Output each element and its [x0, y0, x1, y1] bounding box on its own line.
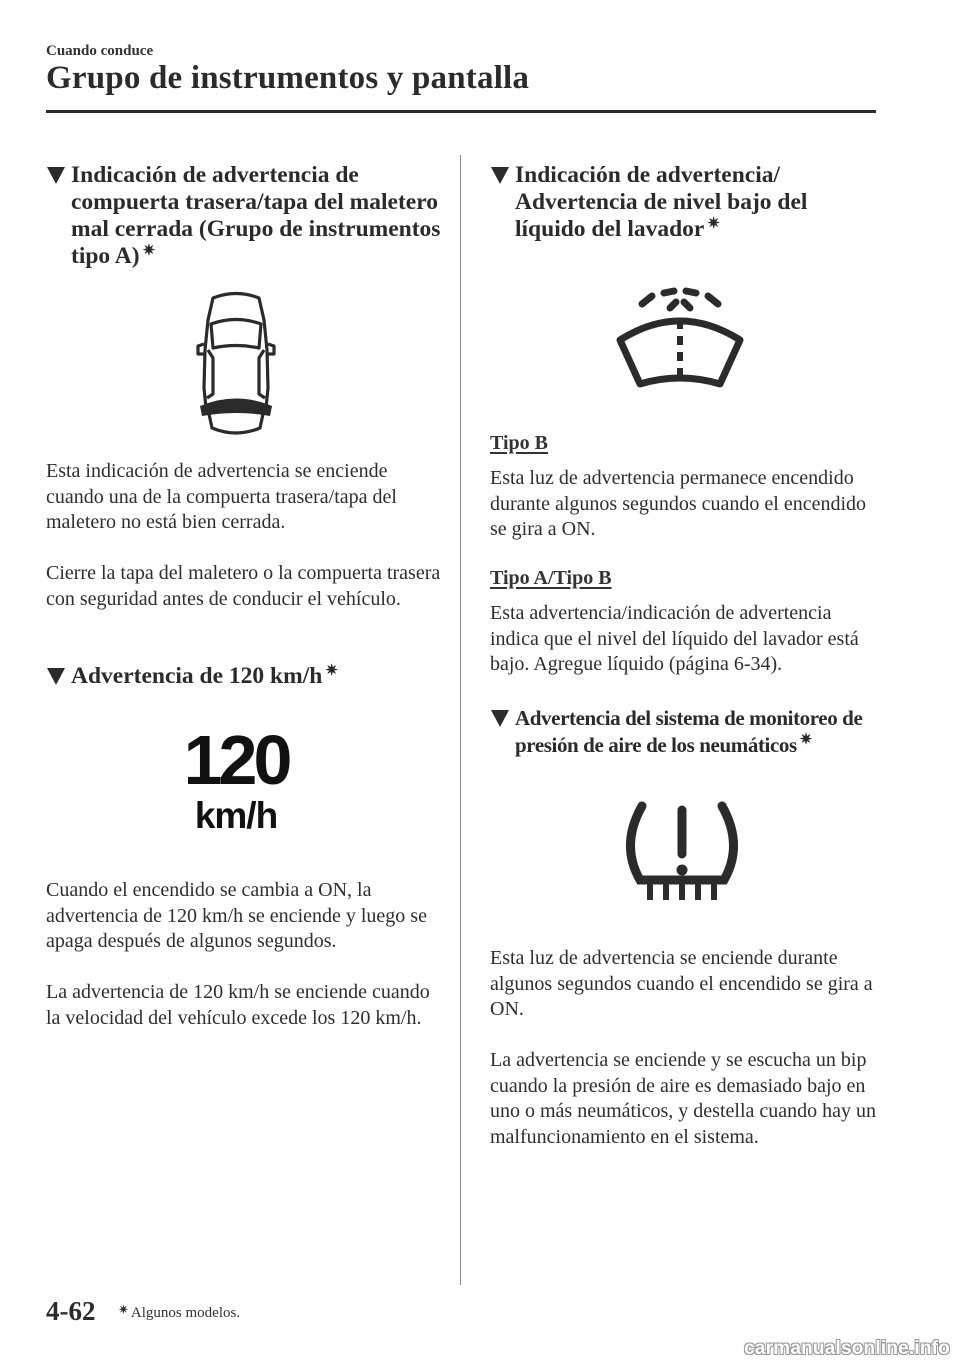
subheading-tipo-a-tipo-b: Tipo A/Tipo B: [490, 567, 612, 589]
triangle-bullet-icon: [46, 165, 66, 185]
heading-washer-fluid-warning: Indicación de advertencia/ Advertencia de nivel bajo del líquido del lavador ✷: [490, 162, 870, 243]
triangle-bullet-icon: [490, 165, 510, 185]
speed-120-kmh-icon: 120 km/h: [183, 721, 289, 836]
tire-pressure-icon: [620, 800, 744, 906]
heading-tailgate-warning: Indicación de advertencia de compuerta trasera/tapa del maletero mal cerrada (Grupo de instrumentos tipo A) ✷: [46, 162, 446, 270]
paragraph: Esta indicación de advertencia se enciende cuando una de la compuerta trasera/tapa del maletero no está bien cerrada.: [46, 460, 397, 533]
paragraph: Esta luz de advertencia se enciende durante algunos segundos cuando el encendido se gira a ON.: [490, 947, 873, 1020]
star-marker: ✷: [325, 663, 338, 679]
section-label: Cuando conduce: [46, 43, 154, 59]
column-divider: [460, 155, 461, 1285]
title-rule: [46, 110, 876, 113]
star-marker: ✷: [118, 1302, 129, 1317]
watermark: carmanualsonline.info: [744, 1338, 950, 1359]
heading-tire-pressure-warning: Advertencia del sistema de monitoreo de presión de aire de los neumáticos ✷: [490, 705, 880, 759]
triangle-bullet-icon: [490, 708, 510, 728]
car-open-trunk-icon: [195, 288, 277, 440]
paragraph: La advertencia se enciende y se escucha un bip cuando la presión de aire es demasiado bajo en uno o más neumáticos, y destella cuando hay un malfuncionamiento en el sistema.: [490, 1049, 877, 1148]
paragraph: Esta luz de advertencia permanece encendido durante algunos segundos cuando el encendido se gira a ON.: [490, 467, 867, 540]
paragraph: Esta advertencia/indicación de advertencia indica que el nivel del líquido del lavador está bajo. Agregue líquido (página 6-34).: [490, 602, 859, 675]
washer-fluid-icon: [612, 284, 748, 390]
star-marker: ✷: [142, 243, 156, 259]
subheading-tipo-b: Tipo B: [490, 432, 548, 454]
footnote: ✷ Algunos modelos.: [118, 1302, 241, 1321]
paragraph: La advertencia de 120 km/h se enciende cuando la velocidad del vehículo excede los 120 km/h.: [46, 981, 430, 1029]
page-number: 4-62: [46, 1296, 96, 1326]
star-marker: ✷: [707, 216, 720, 232]
paragraph: Cuando el encendido se cambia a ON, la advertencia de 120 km/h se enciende y luego se apaga después de algunos segundos.: [46, 879, 427, 952]
star-marker: ✷: [799, 732, 812, 748]
paragraph: Cierre la tapa del maletero o la compuerta trasera con seguridad antes de conducir el vehículo.: [46, 562, 441, 610]
heading-120-kmh-warning: Advertencia de 120 km/h ✷: [46, 663, 446, 690]
triangle-bullet-icon: [46, 666, 66, 686]
page-title: Grupo de instrumentos y pantalla: [46, 60, 530, 96]
